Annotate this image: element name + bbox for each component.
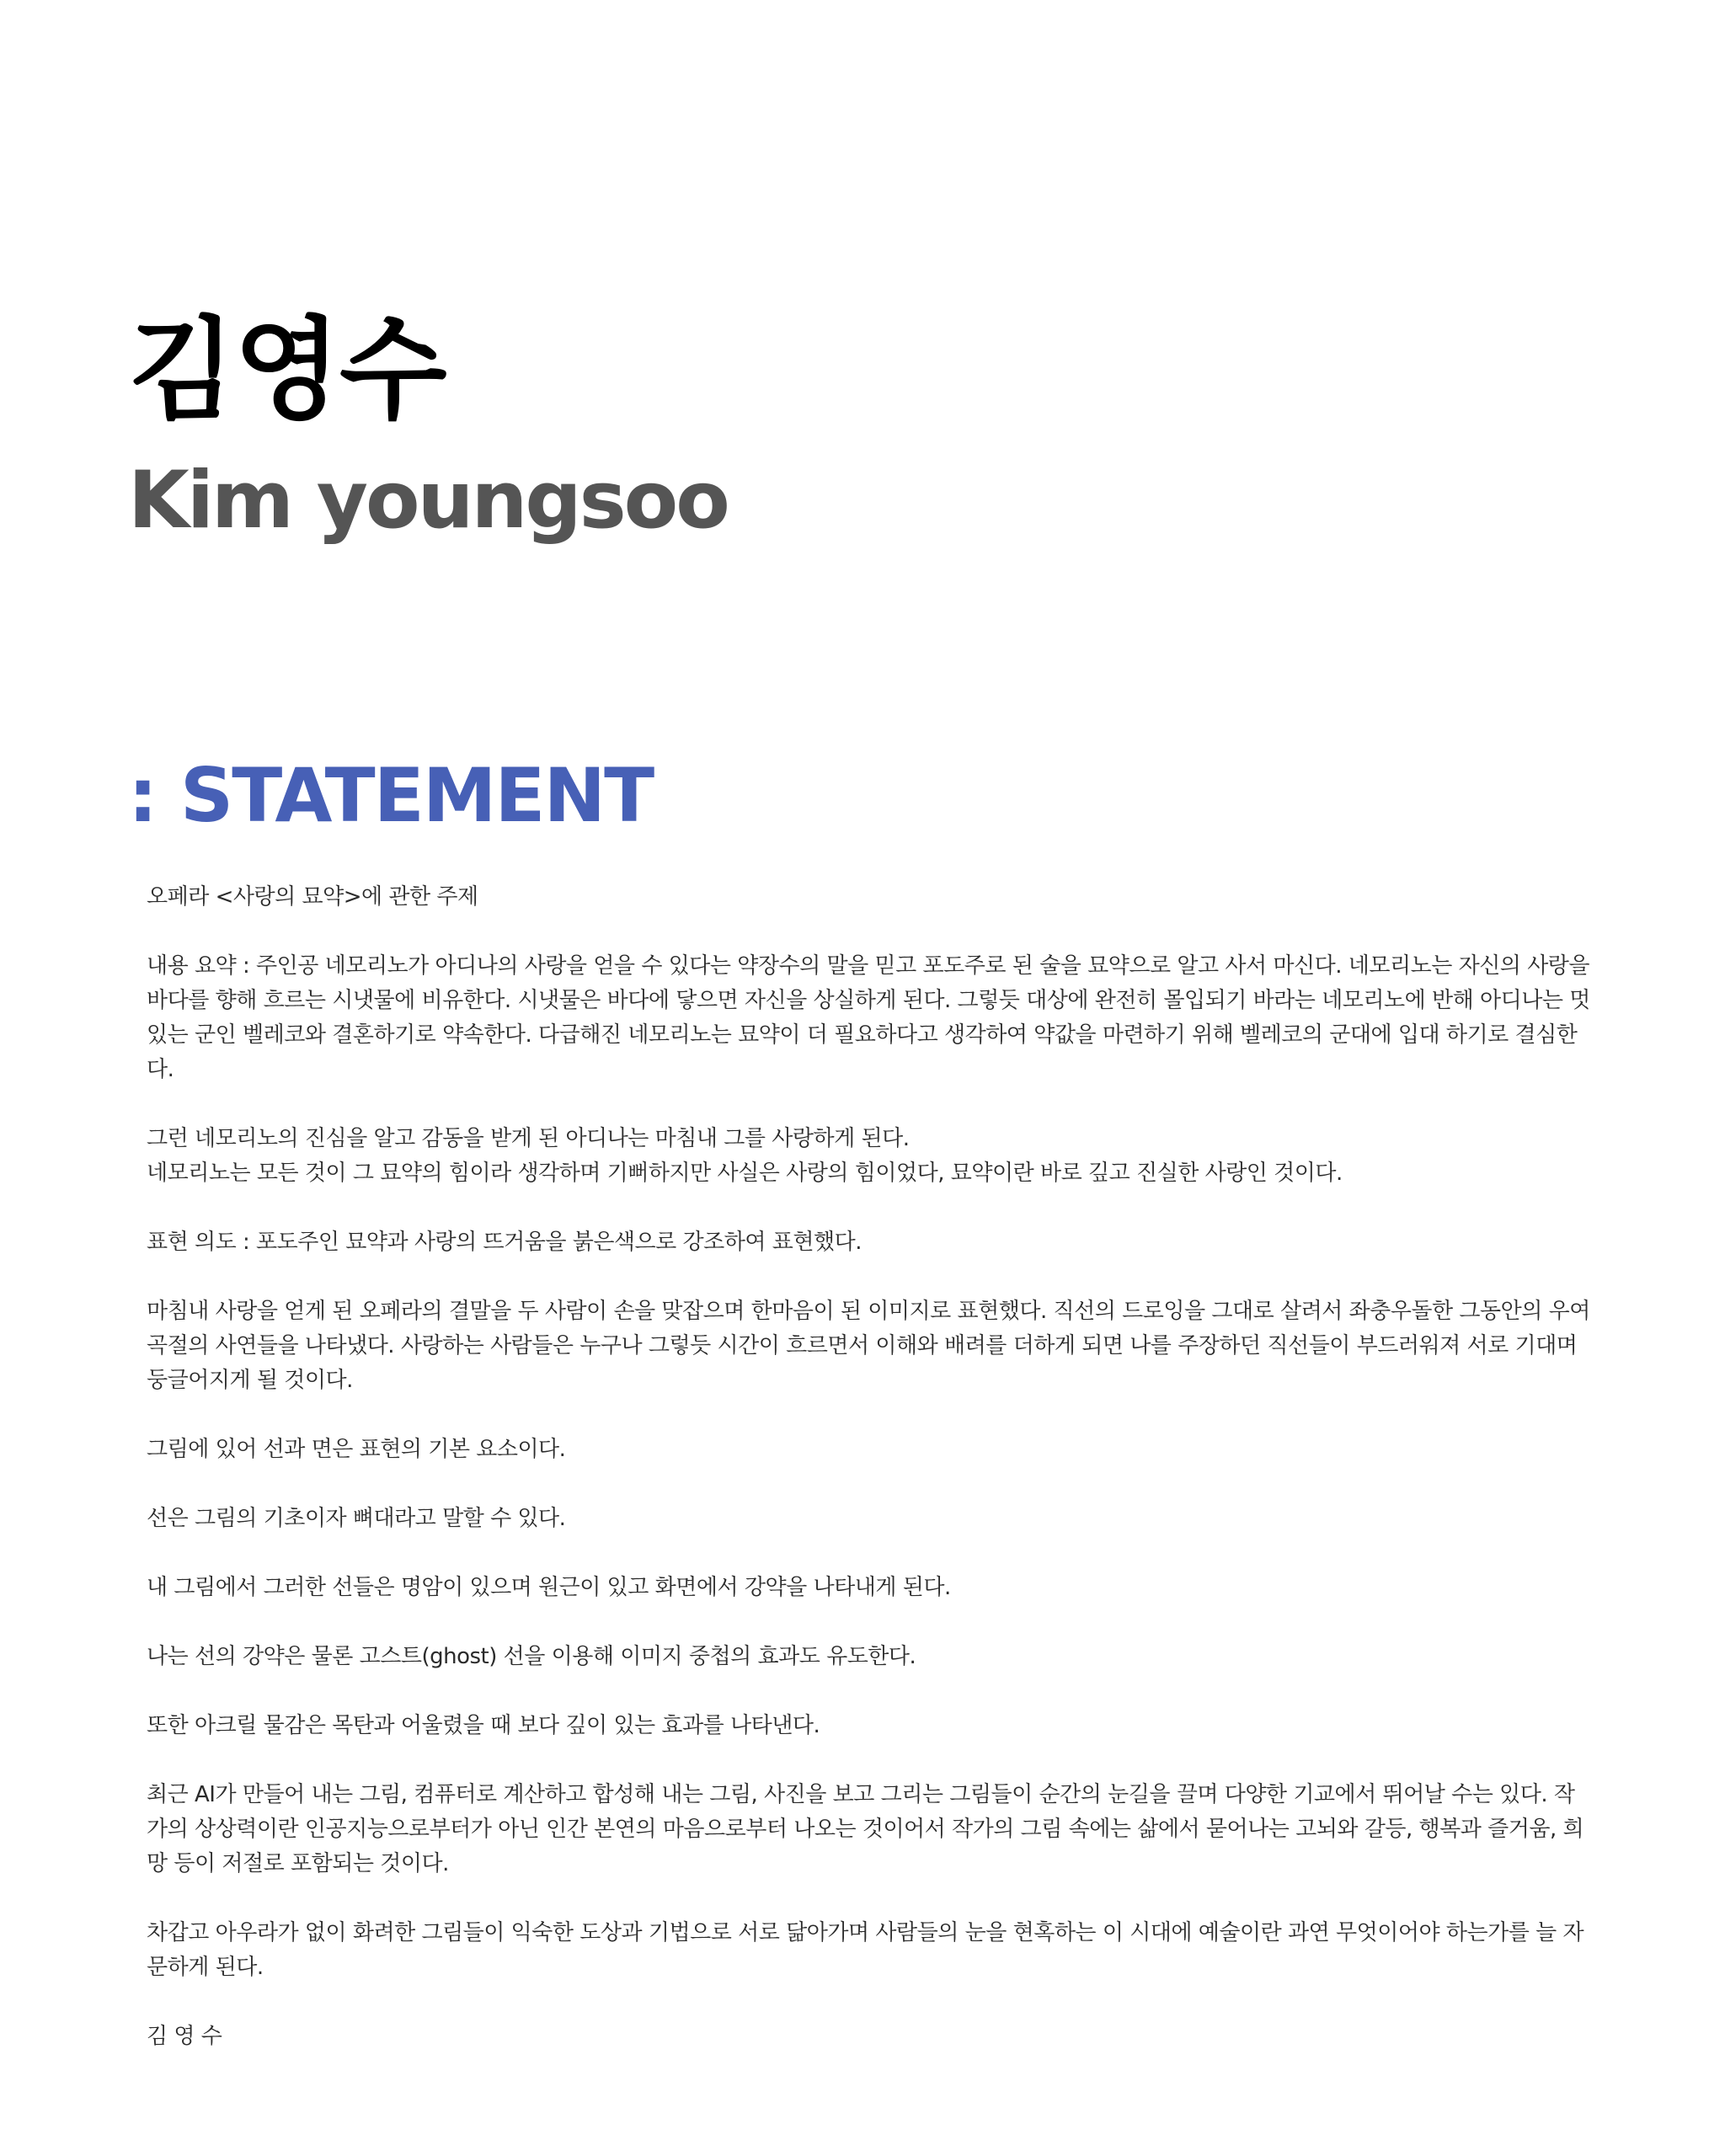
statement-paragraph: 차갑고 아우라가 없이 화려한 그림들이 익숙한 도상과 기법으로 서로 닮아가며 사람들의 눈을 현혹하는 이 시대에 예술이란 과연 무엇이어야 하는가를 늘 자문하게 된다. <box>147 1920 1584 1980</box>
statement-paragraph: 그런 네모리노의 진심을 알고 감동을 받게 된 아디나는 마침내 그를 사랑하게 된다. 네모리노는 모든 것이 그 묘약의 힘이라 생각하며 기뻐하지만 사실은 사랑의 힘이었다, 묘약이란 바로 깊고 진실한 사랑인 것이다. <box>147 1126 1343 1186</box>
statement-heading: : STATEMENT <box>128 752 654 839</box>
artist-name-korean: 김영수 <box>128 306 446 435</box>
statement-paragraph: 그림에 있어 선과 면은 표현의 기본 요소이다. <box>147 1437 566 1462</box>
statement-paragraph: 마침내 사랑을 얻게 된 오페라의 결말을 두 사람이 손을 맞잡으며 한마음이 된 이미지로 표현했다. 직선의 드로잉을 그대로 살려서 좌충우돌한 그동안의 우여곡절의 사연들을 나타냈다. 사랑하는 사람들은 누구나 그렇듯 시간이 흐르면서 이해와 배려를 더하게 되면 나를 주장하던 직선들이 부드러워져 서로 기대며 둥글어지게 될 것이다. <box>147 1299 1590 1393</box>
statement-paragraph: 내용 요약 : 주인공 네모리노가 아디나의 사랑을 얻을 수 있다는 약장수의 말을 믿고 포도주로 된 술을 묘약으로 알고 사서 마신다. 네모리노는 자신의 사랑을 바다를 향해 흐르는 시냇물에 비유한다. 시냇물은 바다에 닿으면 자신을 상실하게 된다. 그렇듯 대상에 완전히 몰입되기 바라는 네모리노에 반해 아디나는 멋있는 군인 벨레코와 결혼하기로 약속한다. 다급해진 네모리노는 묘약이 더 필요하다고 생각하여 약값을 마련하기 위해 벨레코의 군대에 입대 하기로 결심한다. <box>147 953 1590 1082</box>
statement-paragraph: 나는 선의 강약은 물론 고스트(ghost) 선을 이용해 이미지 중첩의 효과도 유도한다. <box>147 1644 916 1669</box>
statement-paragraph: 또한 아크릴 물감은 목탄과 어울렸을 때 보다 깊이 있는 효과를 나타낸다. <box>147 1713 820 1738</box>
artist-name-english: Kim youngsoo <box>128 455 728 547</box>
statement-paragraph: 최근 AI가 만들어 내는 그림, 컴퓨터로 계산하고 합성해 내는 그림, 사진을 보고 그리는 그림들이 순간의 눈길을 끌며 다양한 기교에서 뛰어날 수는 있다. 작가의 상상력이란 인공지능으로부터가 아닌 인간 본연의 마음으로부터 나오는 것이어서 작가의 그림 속에는 삶에서 묻어나는 고뇌와 갈등, 행복과 즐거움, 희망 등이 저절로 포함되는 것이다. <box>147 1782 1584 1876</box>
statement-body <box>147 880 1595 2054</box>
statement-paragraph: 표현 의도 : 포도주인 묘약과 사랑의 뜨거움을 붉은색으로 강조하여 표현했다. <box>147 1230 862 1255</box>
artist-signature: 김 영 수 <box>147 2024 222 2049</box>
statement-paragraph: 내 그림에서 그러한 선들은 명암이 있으며 원근이 있고 화면에서 강약을 나타내게 된다. <box>147 1575 951 1600</box>
statement-paragraph: 오페라 <사랑의 묘약>에 관한 주제 <box>147 884 478 910</box>
statement-paragraph: 선은 그림의 기초이자 뼈대라고 말할 수 있다. <box>147 1506 566 1531</box>
